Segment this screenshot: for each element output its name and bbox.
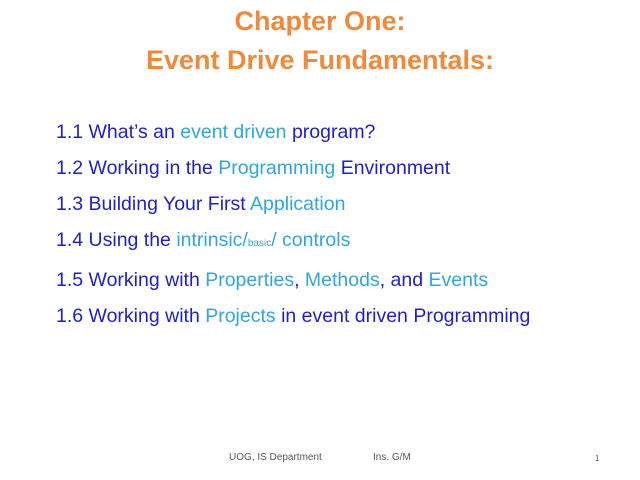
outline-keyword: Projects [205,305,276,327]
outline-keyword: Application [250,193,346,215]
footer-instructor: Ins. G/M [373,452,411,463]
slide-page-number: 1 [595,454,600,463]
outline-item-1-5 [56,262,530,298]
outline-keyword: Programming [218,157,336,179]
outline-keyword: / controls [271,229,351,251]
slide-title [0,2,640,80]
outline-text: 1.2 Working in the [56,157,219,179]
outline-item-1-6 [56,298,530,334]
outline-keyword: event driven [180,121,287,143]
chapter-outline-list [56,114,530,334]
footer-department: UOG, IS Department [229,452,322,463]
outline-text: 1.1 What’s an [56,121,181,143]
outline-text: 1.6 Working with [56,305,206,327]
outline-text: 1.4 Using the [56,229,177,251]
slide-title-line-1: Chapter One: [234,6,406,36]
outline-text: 1.5 Working with [56,269,206,291]
slide-title-line-2: Event Drive Fundamentals: [145,45,495,75]
outline-keyword-small: basic [247,238,272,249]
outline-item-1-1 [56,114,530,150]
outline-item-1-2 [56,150,530,186]
outline-text: program? [286,121,376,143]
outline-text: Environment [335,157,451,179]
outline-keyword: Properties [205,269,295,291]
outline-text: , and [379,269,429,291]
outline-keyword: intrinsic/ [176,229,248,251]
outline-keyword: Methods [304,269,380,291]
outline-text: 1.3 Building Your First [56,193,251,215]
outline-item-1-4 [56,222,530,262]
outline-keyword: Events [428,269,489,291]
outline-text: , [294,269,305,291]
outline-item-1-3 [56,186,530,222]
outline-text: in event driven Programming [275,305,531,327]
